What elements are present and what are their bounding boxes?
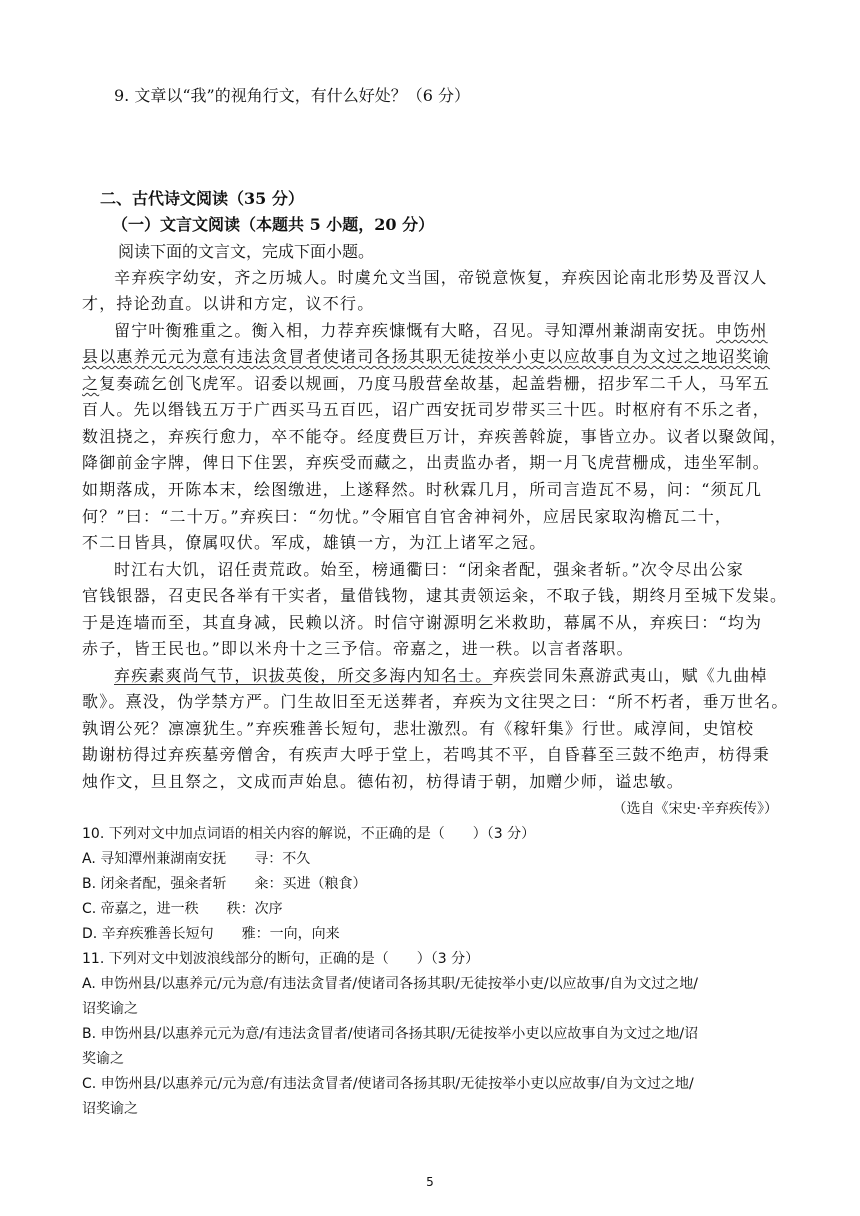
passage-line: 烛作文，旦且祭之，文成而声始息。德佑初，枋得请于朝，加赠少师，谥忠敏。 bbox=[82, 772, 685, 791]
passage-line: 勘谢枋得过弃疾墓旁僧舍，有疾声大呼于堂上，若鸣其不平，自昏暮至三鼓不绝声，枋得秉 bbox=[82, 745, 771, 764]
passage-line: 降御前金字牌，俾日下住罢，弃疾受而藏之，出责监办者，期一月飞虎营栅成，违坐军制。 bbox=[82, 453, 771, 472]
page-number: 5 bbox=[426, 1175, 434, 1189]
passage-text: 复奏疏乞创飞虎军。诏委以规画，乃度马殷营垒故基，起盖砦栅，招步军二千人，马军五 bbox=[99, 374, 771, 393]
question-11-option-b: B. 申饬州县/以惠养元元为意/有违法贪冒者/使诸司各扬其职/无徒按举小吏以应故事自为文过之地/诏 bbox=[82, 1026, 699, 1042]
question-11-option-b-cont: 奖谕之 bbox=[82, 1051, 124, 1067]
passage-line: 不二日皆具，僚属叹伏。军成，雄镇一方，为江上诸军之冠。 bbox=[82, 533, 547, 552]
passage-line: 孰谓公死？凛凛犹生。”弃疾雅善长短句，悲壮激烈。有《稼轩集》行世。咸淳间，史馆校 bbox=[82, 719, 755, 738]
question-10-option-a: A. 寻知潭州兼湖南安抚 寻：不久 bbox=[82, 851, 311, 867]
question-11-option-c: C. 申饬州县/以惠养元/元为意/有违法贪冒者/使诸司各扬其职/无徒按举小吏以应故事/自为文过之地/ bbox=[82, 1076, 694, 1092]
passage-source: （选自《宋史·辛弃疾传》） bbox=[612, 801, 778, 817]
section-2-title: 二、古代诗文阅读（35 分） bbox=[100, 189, 304, 208]
question-10-option-d: D. 辛弃疾雅善长短句 雅：一向，向来 bbox=[82, 926, 340, 942]
reading-instruction: 阅读下面的文言文，完成下面小题。 bbox=[118, 242, 375, 261]
underlined-sentence: 弃疾素爽尚气节，识拔英俊，所交多海内知名士。 bbox=[114, 666, 493, 685]
question-9: 9. 文章以“我”的视角行文，有什么好处？（6 分） bbox=[114, 86, 470, 105]
question-10-option-c: C. 帝嘉之，进一秩 秩：次序 bbox=[82, 901, 283, 917]
passage-line: 赤子，皆王民也。”即以米舟十之三予信。帝嘉之，进一秩。以言者落职。 bbox=[82, 639, 634, 658]
passage-line: 辛弃疾字幼安，齐之历城人。时虞允文当国，帝锐意恢复，弃疾因论南北形势及晋汉人 bbox=[114, 268, 768, 287]
question-10-stem: 10. 下列对文中加点词语的相关内容的解说，不正确的是（ ）（3 分） bbox=[82, 826, 536, 842]
passage-line: 于是连墙而至，其直身减，民赖以济。时信守谢源明乞米救助，幕属不从，弃疾曰：“均为 bbox=[82, 613, 763, 632]
passage-text: 弃疾尝同朱熹游武夷山，赋《九曲棹 bbox=[492, 666, 768, 685]
subsection-1-title: （一）文言文阅读（本题共 5 小题，20 分） bbox=[112, 215, 435, 234]
question-11-option-a: A. 申饬州县/以惠养元/元为意/有违法贪冒者/使诸司各扬其职/无徒按举小吏/以应故事/自为文过之地/ bbox=[82, 976, 698, 992]
passage-line: 歌》。熹没，伪学禁方严。门生故旧至无送葬者，弃疾为文往哭之曰：“所不朽者，垂万世名。 bbox=[82, 692, 789, 711]
question-10-option-b: B. 闭籴者配，强籴者斩 籴：买进（粮食） bbox=[82, 876, 367, 892]
passage-line: 如期落成，开陈本末，绘图缴进，上遂释然。时秋霖几月，所司言造瓦不易，问：“须瓦几 bbox=[82, 480, 763, 499]
question-11-option-a-cont: 诏奖谕之 bbox=[82, 1001, 138, 1017]
passage-line: 才，持论劲直。以讲和方定，议不行。 bbox=[82, 294, 375, 313]
question-11-stem: 11. 下列对文中划波浪线部分的断句，正确的是（ ）（3 分） bbox=[82, 951, 480, 967]
question-11-option-c-cont: 诏奖谕之 bbox=[82, 1101, 138, 1117]
passage-line bbox=[82, 374, 770, 394]
passage-line: 百人。先以缗钱五万于广西买马五百匹，诏广西安抚司岁带买三十匹。时枢府有不乐之者， bbox=[82, 400, 771, 419]
passage-line: 数沮挠之，弃疾行愈力，卒不能夺。经度费巨万计，弃疾善斡旋，事皆立办。议者以聚敛闻， bbox=[82, 427, 788, 446]
wavy-underlined-text: 申饬州 bbox=[716, 321, 768, 340]
wavy-underlined-text: 县以惠养元元为意有违法贪冒者使诸司各扬其职无徒按举小吏以应故事自为文过之地诏奖谕 bbox=[82, 347, 771, 366]
passage-text: 留宁叶衡雅重之。衡入相，力荐弃疾慷慨有大略，召见。寻知潭州兼湖南安抚。 bbox=[114, 321, 717, 340]
wavy-underlined-text: 之 bbox=[82, 374, 100, 393]
passage-line: 时江右大饥，诏任责荒政。始至，榜通衢曰：“闭籴者配，强籴者斩。”次令尽出公家 bbox=[114, 560, 744, 579]
passage-line: 何？”曰：“二十万。”弃疾曰：“勿忧。”令厢官自官舍神祠外，应居民家取沟檐瓦二十， bbox=[82, 507, 733, 526]
passage-line bbox=[114, 321, 768, 341]
passage-line bbox=[114, 666, 768, 686]
passage-line: 官钱银器，召吏民各举有干实者，量借钱物，逮其责领运籴，不取子钱，期终月至城下发粜。 bbox=[82, 586, 788, 605]
